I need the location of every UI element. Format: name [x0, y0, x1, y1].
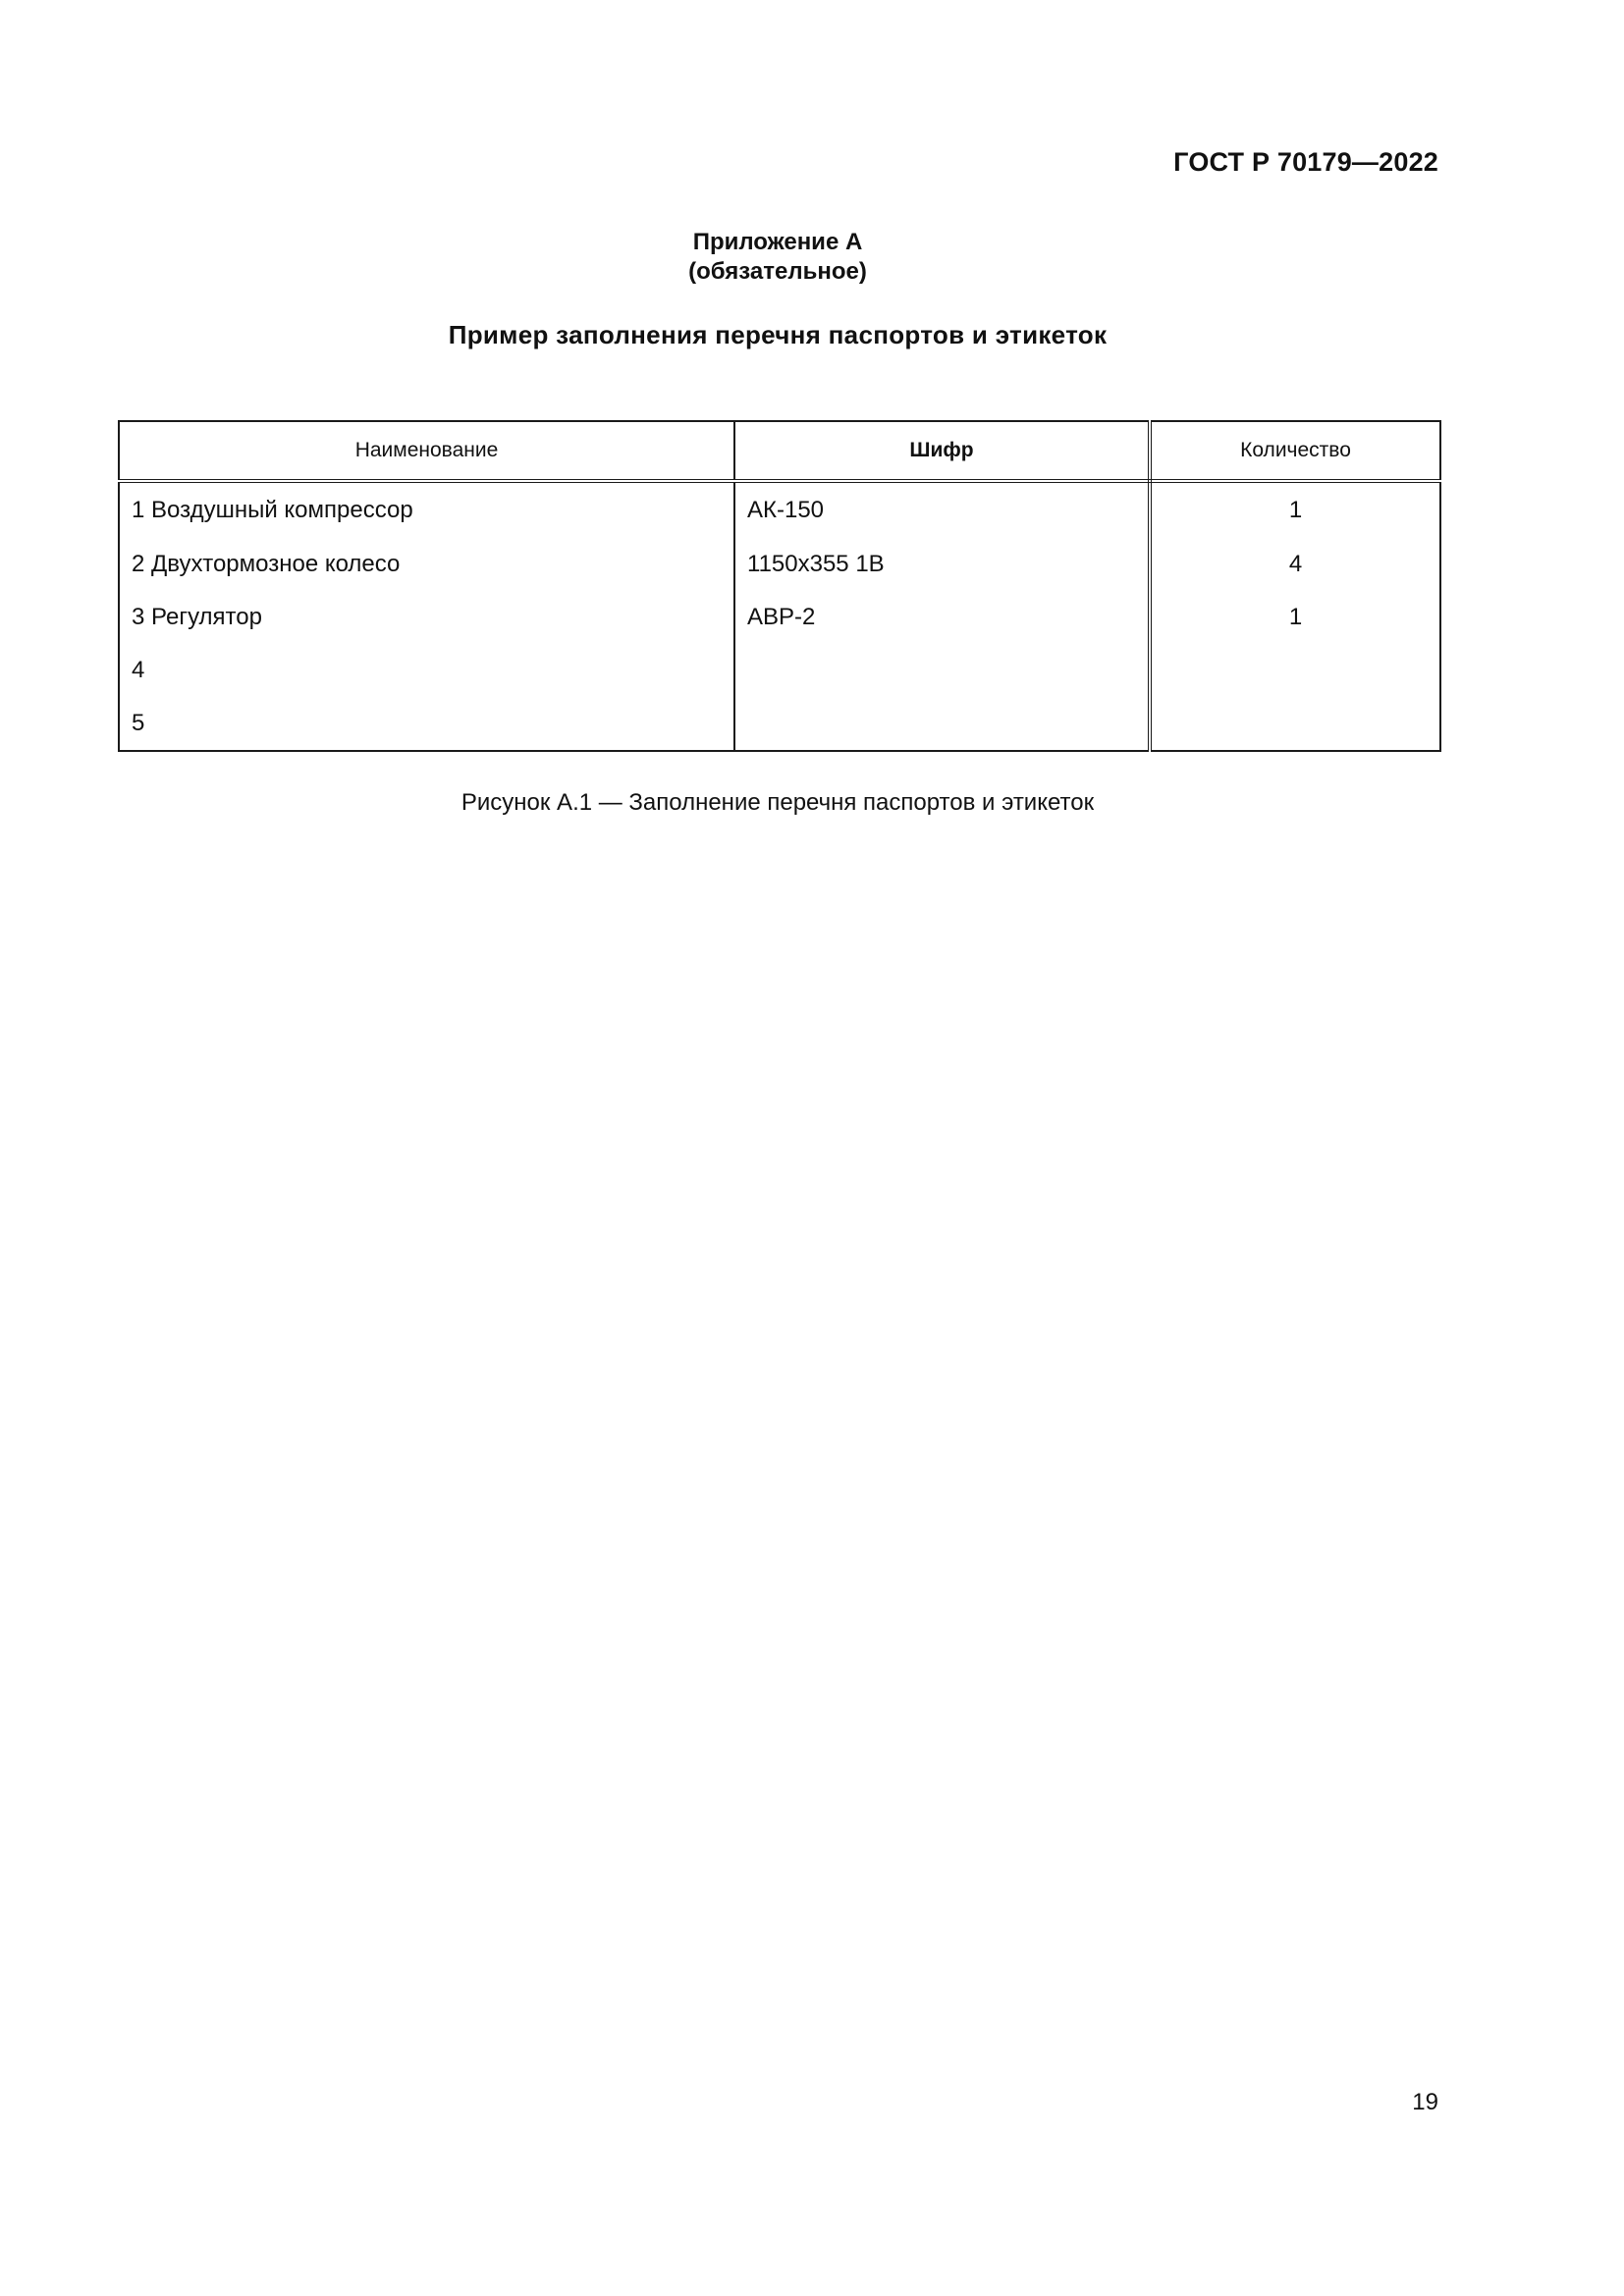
cell-code: АВР-2: [734, 591, 1150, 644]
cell-name: 4: [119, 644, 734, 697]
cell-name: 3 Регулятор: [119, 591, 734, 644]
cell-quantity: 1: [1288, 497, 1303, 523]
cell-code: [734, 644, 1150, 697]
passports-list-table: [118, 420, 1441, 752]
table-header-row: [119, 421, 1440, 481]
table-row: [119, 591, 1440, 644]
cell-code: [734, 697, 1150, 751]
header-name: Наименование: [119, 421, 734, 481]
cell-code: 1150х355 1В: [734, 538, 1150, 591]
header-quantity: Количество: [1150, 421, 1440, 481]
cell-quantity: 1: [1288, 604, 1303, 630]
table-row: [119, 538, 1440, 591]
cell-quantity: 4: [1288, 551, 1303, 577]
header-code: Шифр: [734, 421, 1150, 481]
appendix-title-block: [0, 228, 1555, 287]
cell-quantity: [1150, 644, 1440, 697]
table-row: [119, 481, 1440, 538]
cell-code: АК-150: [734, 481, 1150, 538]
cell-quantity: [1150, 697, 1440, 751]
section-heading: Пример заполнения перечня паспортов и этикеток: [448, 320, 1108, 349]
cell-name: 5: [119, 697, 734, 751]
document-code: ГОСТ Р 70179—2022: [1173, 147, 1438, 177]
table-row: [119, 697, 1440, 751]
appendix-status: (обязательное): [688, 258, 867, 285]
appendix-title: Приложение А: [692, 229, 863, 255]
cell-name: 1 Воздушный компрессор: [119, 481, 734, 538]
cell-name: 2 Двухтормозное колесо: [119, 538, 734, 591]
table-row: [119, 644, 1440, 697]
figure-caption: Рисунок А.1 — Заполнение перечня паспортов и этикеток: [460, 789, 1095, 816]
page-number: 19: [1412, 2089, 1438, 2115]
